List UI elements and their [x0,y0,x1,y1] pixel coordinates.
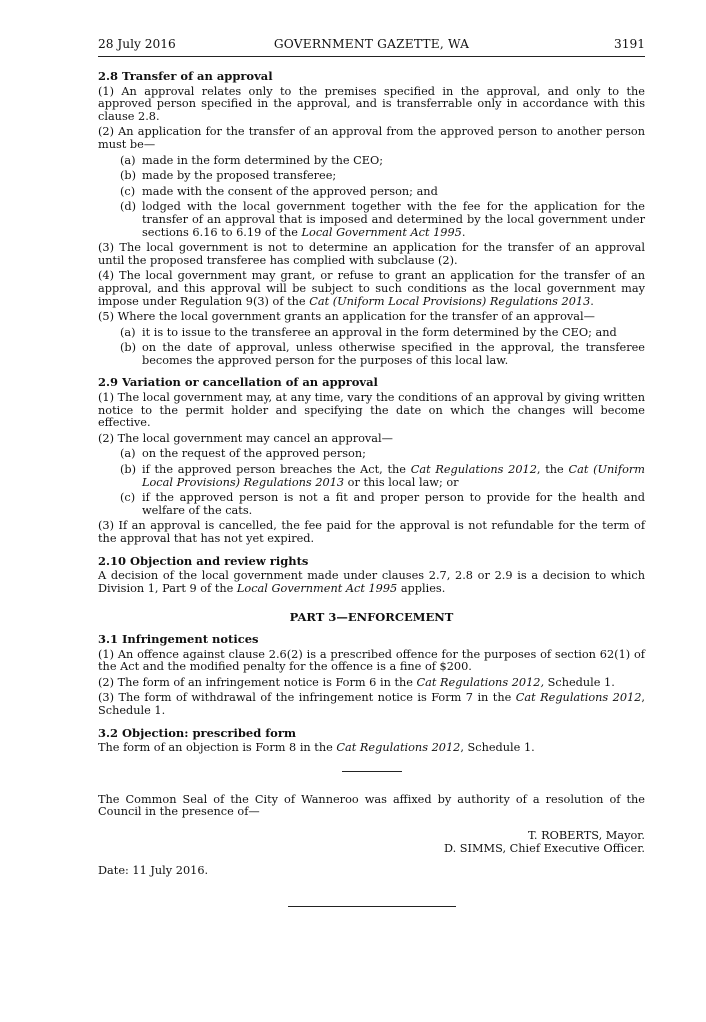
end-rule [288,906,456,907]
paragraph: A decision of the local government made under clauses 2.7, 2.8 or 2.9 is a decision to which Division 1, Part 9 of the Local Government Act 1995 applies. [98,569,645,595]
paragraph: (5) Where the local government grants an application for the transfer of an approval— [98,310,595,324]
paragraph: (3) The local government is not to determine an application for the transfer of an approval until the proposed transferee has complied with subclause (2). [98,241,645,267]
paragraph: (3) The form of withdrawal of the infringement notice is Form 7 in the Cat Regulations 2012, Schedule 1. [98,691,645,717]
list-item: (a) on the request of the approved person; [120,447,366,461]
section-3-2 [98,727,645,755]
section-3-1 [98,633,645,718]
paragraph: The form of an objection is Form 8 in the Cat Regulations 2012, Schedule 1. [98,741,535,755]
section-2-8 [98,70,645,367]
page-header [98,38,645,54]
paragraph: (1) An approval relates only to the premises specified in the approval, and only to the approved person specified in the approval, and is transferrable only in accordance with this clause 2.8. [98,84,645,123]
section-heading: 2.8 Transfer of an approval [98,69,273,83]
list-item: (b) on the date of approval, unless otherwise specified in the approval, the transferee becomes the approved person for the purposes of this local law. [120,341,645,367]
list-item: (b) if the approved person breaches the Act, the Cat Regulations 2012, the Cat (Uniform Local Provisions) Regulations 2013 or this local law; or [120,463,646,489]
section-heading: 2.10 Objection and review rights [98,553,309,568]
paragraph: (3) If an approval is cancelled, the fee paid for the approval is not refundable for the term of the approval that has not yet expired. [98,519,645,545]
page-number: 3191 [613,37,645,51]
section-heading: 3.1 Infringement notices [98,631,259,646]
list-item: (a) made in the form determined by the CEO; [120,153,384,167]
signing-date: Date: 11 July 2016. [98,864,209,878]
list-item: (d) lodged with the local government together with the fee for the application for the transfer of an approval that is imposed and determined by the local government under sections 6.16 to 6.19 of the Local Government Act 1995. [120,200,645,239]
paragraph: (1) An offence against clause 2.6(2) is a prescribed offence for the purposes of section 62(1) of the Act and the modified penalty for the offence is a fine of $200. [98,647,645,674]
signatory-mayor: T. ROBERTS, Mayor. [528,828,645,842]
header-date: 28 July 2016 [98,37,176,51]
list-item: (c) made with the consent of the approved person; and [120,184,438,198]
list-item: (c) if the approved person is not a fit and proper person to provide for the health and welfare of the cats. [120,491,645,517]
section-heading: 3.2 Objection: prescribed form [98,725,297,740]
list-item: (b) made by the proposed transferee; [120,169,337,183]
seal-statement: The Common Seal of the City of Wanneroo was affixed by authority of a resolution of the Council in the presence of— [98,792,645,819]
section-heading: 2.9 Variation or cancellation of an approval [98,375,378,390]
part-title: PART 3—ENFORCEMENT [289,610,454,625]
section-2-9 [98,376,645,545]
header-title: GOVERNMENT GAZETTE, WA [273,37,470,51]
signatory-ceo: D. SIMMS, Chief Executive Officer. [443,841,645,855]
section-2-10 [98,555,645,596]
gazette-page [98,38,645,907]
divider [342,771,402,772]
paragraph: (2) The form of an infringement notice is Form 6 in the Cat Regulations 2012, Schedule 1. [98,675,615,689]
paragraph: (2) An application for the transfer of an approval from the approved person to another person must be— [98,125,645,151]
paragraph: (2) The local government may cancel an approval— [98,431,393,445]
paragraph: (4) The local government may grant, or refuse to grant an application for the transfer of an approval, and this approval will be subject to such conditions as the local government may impose under Regulation 9(3) of the Cat (Uniform Local Provisions) Regulations 2013. [98,269,645,308]
list-item: (a) it is to issue to the transferee an approval in the form determined by the CEO; and [120,325,617,339]
paragraph: (1) The local government may, at any time, vary the conditions of an approval by giving written notice to the permit holder and specifying the date on which the changes will become effective. [98,391,645,430]
header-rule [98,56,645,57]
